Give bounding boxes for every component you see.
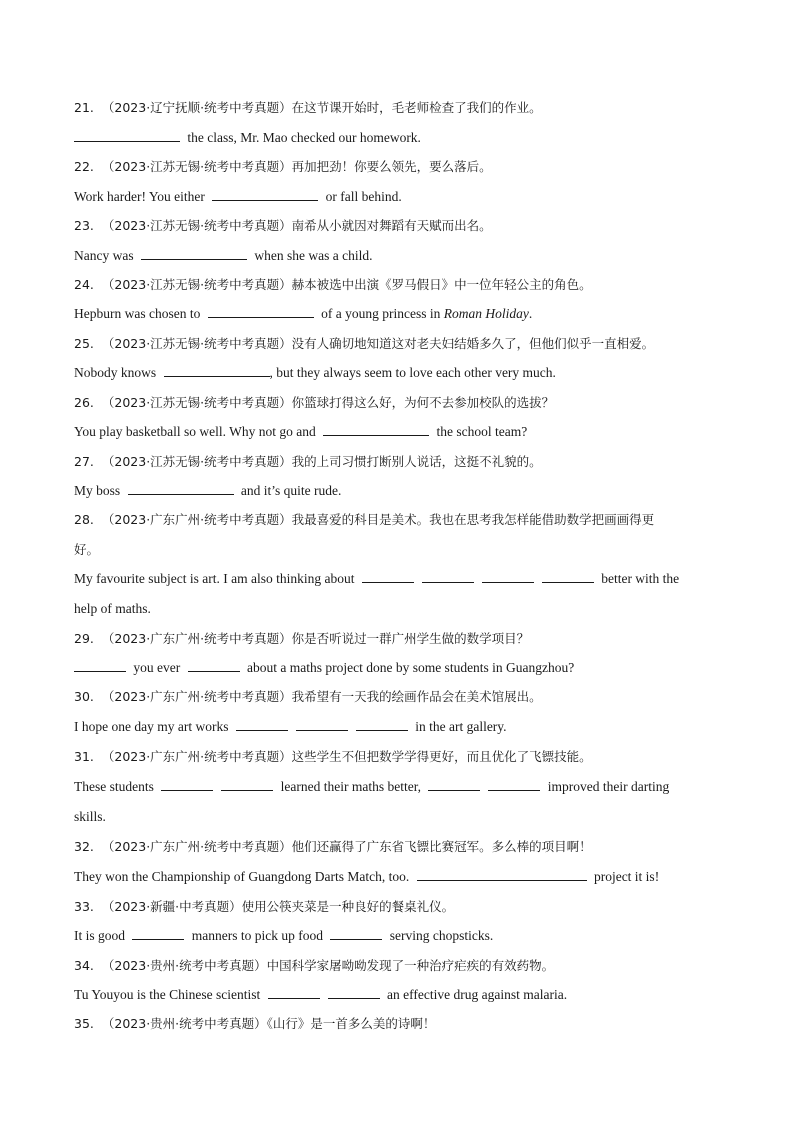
question-source: （2023·辽宁抚顺·统考中考真题） xyxy=(101,100,292,115)
question-34-prompt xyxy=(74,957,770,975)
question-source: （2023·贵州·统考中考真题） xyxy=(101,1016,267,1031)
question-35-prompt xyxy=(74,1015,770,1033)
answer-blank[interactable] xyxy=(482,570,534,583)
question-chinese: 我的上司习惯打断别人说话，这挺不礼貌的。 xyxy=(291,454,542,469)
question-24-prompt xyxy=(74,276,770,294)
question-32-sentence xyxy=(74,868,770,886)
question-number: 31. xyxy=(74,749,94,764)
answer-blank[interactable] xyxy=(132,927,184,940)
question-33-sentence xyxy=(74,927,770,945)
question-number: 34. xyxy=(74,958,94,973)
question-chinese: 再加把劲！你要么领先，要么落后。 xyxy=(291,159,492,174)
sentence-text: when she was a child. xyxy=(250,248,373,263)
sentence-text: Nancy was xyxy=(74,248,137,263)
sentence-text: manners to pick up food xyxy=(188,928,327,943)
question-25-sentence xyxy=(74,364,770,382)
question-chinese: 中国科学家屠呦呦发现了一种治疗疟疾的有效药物。 xyxy=(266,958,555,973)
question-number: 28. xyxy=(74,512,94,527)
question-chinese: 使用公筷夹菜是一种良好的餐桌礼仪。 xyxy=(241,899,455,914)
sentence-text: . xyxy=(528,306,533,321)
question-number: 32. xyxy=(74,839,94,854)
sentence-text: I hope one day my art works xyxy=(74,719,232,734)
question-27-prompt xyxy=(74,453,770,471)
question-21-prompt xyxy=(74,99,770,117)
answer-blank[interactable] xyxy=(208,305,314,318)
sentence-text: , but they always seem to love each other very much. xyxy=(269,365,556,380)
question-chinese: 他们还赢得了广东省飞镖比赛冠军。多么棒的项目啊！ xyxy=(291,839,592,854)
answer-blank[interactable] xyxy=(212,188,318,201)
sentence-text: help of maths. xyxy=(74,601,151,616)
question-chinese: 这些学生不但把数学学得更好，而且优化了飞镖技能。 xyxy=(291,749,592,764)
sentence-text: These students xyxy=(74,779,158,794)
question-number: 27. xyxy=(74,454,94,469)
question-source: （2023·贵州·统考中考真题） xyxy=(101,958,267,973)
question-number: 25. xyxy=(74,336,94,351)
question-chinese: 我最喜爱的科目是美术。我也在思考我怎样能借助数学把画画得更 xyxy=(291,512,655,527)
sentence-text: improved their darting xyxy=(544,779,670,794)
answer-blank[interactable] xyxy=(330,927,382,940)
sentence-text: an effective drug against malaria. xyxy=(383,987,568,1002)
answer-blank[interactable] xyxy=(362,570,414,583)
sentence-text: You play basketball so well. Why not go and xyxy=(74,424,320,439)
question-28-sentence xyxy=(74,570,770,588)
movie-title: Roman Holiday xyxy=(443,306,529,321)
question-23-sentence xyxy=(74,247,770,265)
question-chinese: 没有人确切地知道这对老夫妇结婚多久了，但他们似乎一直相爱。 xyxy=(291,336,655,351)
question-chinese: 南希从小就因对舞蹈有天赋而出名。 xyxy=(291,218,492,233)
question-26-sentence xyxy=(74,423,770,441)
question-29-sentence xyxy=(74,659,770,677)
question-30-sentence xyxy=(74,718,770,736)
answer-blank[interactable] xyxy=(328,986,380,999)
question-chinese: 好。 xyxy=(74,542,100,557)
question-number: 35. xyxy=(74,1016,94,1031)
answer-blank[interactable] xyxy=(74,659,126,672)
sentence-text: Hepburn was chosen to xyxy=(74,306,204,321)
sentence-text: better with the xyxy=(597,571,680,586)
question-source: （2023·江苏无锡·统考中考真题） xyxy=(101,218,292,233)
question-27-sentence xyxy=(74,482,770,500)
question-source: （2023·江苏无锡·统考中考真题） xyxy=(101,159,292,174)
answer-blank[interactable] xyxy=(356,718,408,731)
sentence-text: or fall behind. xyxy=(322,189,402,204)
question-source: （2023·广东广州·统考中考真题） xyxy=(101,512,292,527)
answer-blank[interactable] xyxy=(296,718,348,731)
answer-blank[interactable] xyxy=(188,659,240,672)
question-source: （2023·江苏无锡·统考中考真题） xyxy=(101,454,292,469)
sentence-text: serving chopsticks. xyxy=(386,928,494,943)
sentence-text: skills. xyxy=(74,809,106,824)
question-number: 24. xyxy=(74,277,94,292)
answer-blank[interactable] xyxy=(164,364,270,377)
question-source: （2023·广东广州·统考中考真题） xyxy=(101,839,292,854)
answer-blank[interactable] xyxy=(268,986,320,999)
sentence-text: learned their maths better, xyxy=(277,779,425,794)
sentence-text: project it is! xyxy=(590,869,660,884)
question-number: 30. xyxy=(74,689,94,704)
question-33-prompt xyxy=(74,898,770,916)
question-source: （2023·广东广州·统考中考真题） xyxy=(101,631,292,646)
question-31-prompt xyxy=(74,748,770,766)
sentence-text: Nobody knows xyxy=(74,365,160,380)
question-number: 33. xyxy=(74,899,94,914)
sentence-text: the school team? xyxy=(433,424,528,439)
question-28-prompt xyxy=(74,511,770,529)
answer-blank[interactable] xyxy=(74,129,180,142)
question-chinese: 在这节课开始时，毛老师检查了我们的作业。 xyxy=(291,100,542,115)
answer-blank[interactable] xyxy=(428,778,480,791)
question-22-prompt xyxy=(74,158,770,176)
question-number: 22. xyxy=(74,159,94,174)
question-24-sentence xyxy=(74,305,770,323)
question-chinese: 赫本被选中出演《罗马假日》中一位年轻公主的角色。 xyxy=(291,277,592,292)
question-23-prompt xyxy=(74,217,770,235)
answer-blank[interactable] xyxy=(488,778,540,791)
sentence-text: My favourite subject is art. I am also thinking about xyxy=(74,571,358,586)
question-chinese: 我希望有一天我的绘画作品会在美术馆展出。 xyxy=(291,689,542,704)
question-30-prompt xyxy=(74,688,770,706)
answer-blank[interactable] xyxy=(128,482,234,495)
sentence-text: Work harder! You either xyxy=(74,189,209,204)
answer-blank[interactable] xyxy=(221,778,273,791)
question-number: 23. xyxy=(74,218,94,233)
sentence-text: They won the Championship of Guangdong Darts Match, too. xyxy=(74,869,413,884)
answer-blank[interactable] xyxy=(323,423,429,436)
answer-blank[interactable] xyxy=(141,247,247,260)
question-29-prompt xyxy=(74,630,770,648)
question-28-sentence-cont xyxy=(74,600,770,618)
sentence-text: the class, Mr. Mao checked our homework. xyxy=(184,130,421,145)
sentence-text: in the art gallery. xyxy=(411,719,507,734)
answer-blank[interactable] xyxy=(236,718,288,731)
sentence-text: you ever xyxy=(130,660,184,675)
question-chinese: 你是否听说过一群广州学生做的数学项目？ xyxy=(291,631,530,646)
sentence-text: My boss xyxy=(74,483,124,498)
question-chinese: 《山行》是一首多么美的诗啊！ xyxy=(266,1016,436,1031)
answer-blank[interactable] xyxy=(161,778,213,791)
sentence-text: It is good xyxy=(74,928,129,943)
question-31-sentence-cont xyxy=(74,808,770,826)
question-26-prompt xyxy=(74,394,770,412)
question-source: （2023·江苏无锡·统考中考真题） xyxy=(101,336,292,351)
answer-blank[interactable] xyxy=(542,570,594,583)
question-source: （2023·新疆·中考真题） xyxy=(101,899,242,914)
question-source: （2023·广东广州·统考中考真题） xyxy=(101,689,292,704)
question-21-sentence xyxy=(74,129,770,147)
question-source: （2023·江苏无锡·统考中考真题） xyxy=(101,277,292,292)
sentence-text: about a maths project done by some students in Guangzhou? xyxy=(243,660,575,675)
question-25-prompt xyxy=(74,335,770,353)
question-34-sentence xyxy=(74,986,770,1004)
answer-blank[interactable] xyxy=(422,570,474,583)
question-number: 21. xyxy=(74,100,94,115)
question-number: 29. xyxy=(74,631,94,646)
question-number: 26. xyxy=(74,395,94,410)
question-22-sentence xyxy=(74,188,770,206)
sentence-text: and it’s quite rude. xyxy=(237,483,342,498)
answer-blank[interactable] xyxy=(417,868,587,881)
question-source: （2023·广东广州·统考中考真题） xyxy=(101,749,292,764)
question-32-prompt xyxy=(74,838,770,856)
sentence-text: of a young princess in xyxy=(317,306,444,321)
question-31-sentence xyxy=(74,778,770,796)
question-chinese: 你篮球打得这么好，为何不去参加校队的选拔？ xyxy=(291,395,555,410)
question-source: （2023·江苏无锡·统考中考真题） xyxy=(101,395,292,410)
sentence-text: Tu Youyou is the Chinese scientist xyxy=(74,987,264,1002)
question-28-prompt-cont xyxy=(74,541,770,559)
